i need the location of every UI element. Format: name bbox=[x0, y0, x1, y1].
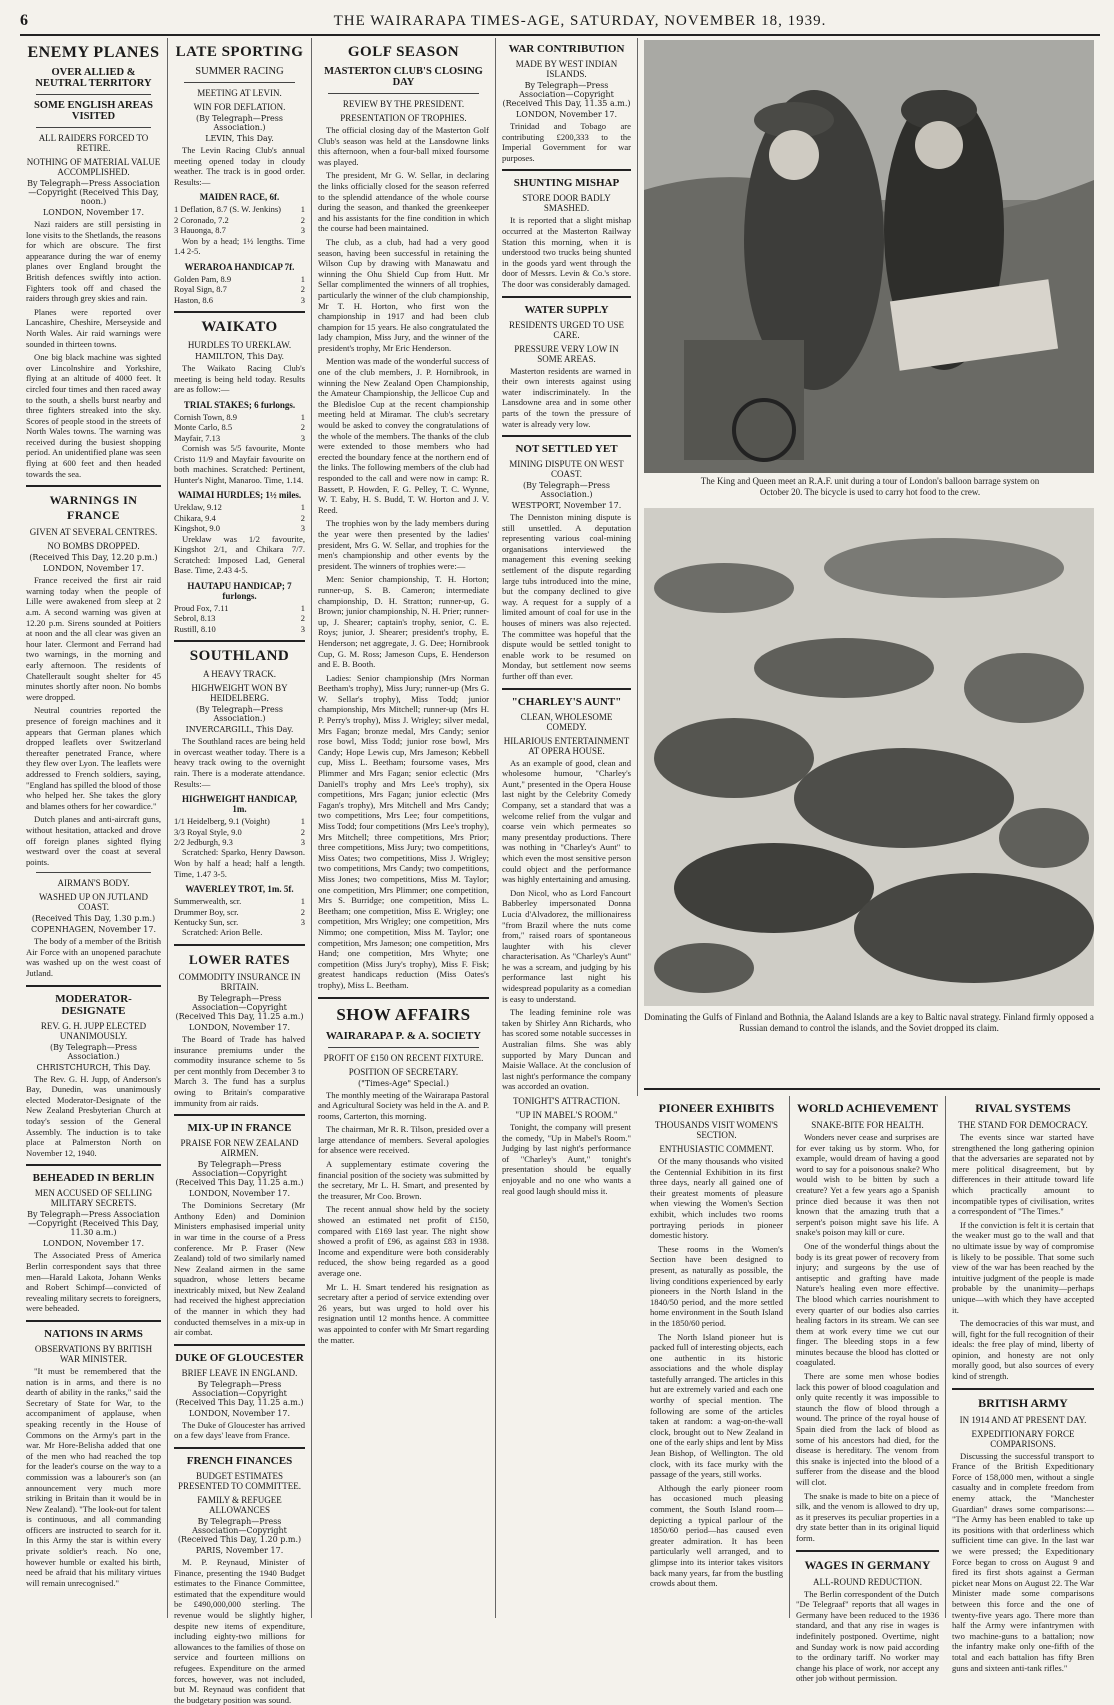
article-subhead: PRESENTATION OF TROPHIES. bbox=[340, 113, 467, 123]
dateline: LONDON, November 17. bbox=[42, 564, 145, 574]
article-headline: MIX-UP IN FRANCE bbox=[187, 1122, 292, 1135]
placing: 1 bbox=[300, 411, 305, 422]
article-body: It is reported that a slight mishap occurred at the Masterton Railway Station this morning, when it is understood two trucks being shunted in the goods yard went through the door of Messrs. Levin & Co.'s store. The door was considerably damaged. bbox=[502, 215, 631, 289]
race-result-row bbox=[174, 215, 305, 225]
article-body: Masterton residents are warned in their own interests against using water indiscriminately. In the Lansdowne area and in some other parts of the town the pressure of water is already very low. bbox=[502, 365, 631, 429]
article-body: The Waikato Racing Club's meeting is being held today. Results are as follow:— bbox=[174, 363, 305, 395]
horse-name: 3 Hauonga, 8.7 bbox=[174, 225, 226, 236]
article-body: The Duke of Gloucester has arrived on a few days' leave from France. bbox=[174, 1419, 305, 1441]
article-body: The monthly meeting of the Wairarapa Pastoral and Agricultural Society was held in the A. and P. rooms, Carterton, this morning. bbox=[318, 1089, 489, 1121]
race-result-row bbox=[174, 225, 305, 235]
newspaper-title: THE WAIRARAPA TIMES-AGE, SATURDAY, NOVEMBER 18, 1939. bbox=[333, 12, 827, 29]
article-body: The president, Mr G. W. Sellar, in declaring the links officially closed for the season referred to the splendid attendance of the whole course during the season, and thanked the greenkeeper and his assistants for the fine condition in which the course had been maintained. bbox=[318, 170, 489, 234]
article-subhead: MADE BY WEST INDIAN ISLANDS. bbox=[515, 59, 618, 79]
article-subhead: HURDLES TO UREKLAW. bbox=[187, 340, 292, 350]
article-body: A supplementary estimate covering the financial position of the society was submitted by the secretary, Mr L. H. Smart, and presented by the treasurer, Mr Coo. Brown. bbox=[318, 1159, 489, 1201]
article-headline: WAGES IN GERMANY bbox=[804, 1557, 931, 1572]
article-headline: "CHARLEY'S AUNT" bbox=[511, 695, 622, 708]
article-body: The Board of Trade has halved insurance premiums under the commodity insurance scheme to 5s per cent monthly from December 3 to March 3. The fund has a surplus owing to Britain's comparative immunity from air raids. bbox=[174, 1033, 305, 1108]
rival-systems-column bbox=[946, 1096, 1100, 1673]
credit-line: By Telegraph—Press Association—Copyright (Received This Day, noon.) bbox=[27, 179, 160, 206]
race-results bbox=[174, 204, 305, 235]
article-subhead: ALL RAIDERS FORCED TO RETIRE. bbox=[38, 133, 149, 153]
article-body: The North Island pioneer hut is packed full of interesting objects, each one authentic in its historic associations and the whole display tastefully arranged. The articles in this hut are extremely varied and each one worthy of special mention. The following are some of the articles taken at random: a wag-on-the-wall clock, brought out to New Zealand in one of the early ships and lent by Miss Jean Bishop, of Wellington. The old clock, with its face murky with the passage of the years, still works. bbox=[650, 1331, 783, 1480]
race-result-row bbox=[174, 907, 305, 917]
article-subhead: WAIRARAPA P. & A. SOCIETY bbox=[325, 1029, 482, 1042]
article-headline: SHUNTING MISHAP bbox=[513, 177, 620, 190]
article-subhead: WIN FOR DEFLATION. bbox=[193, 102, 286, 112]
article-headline: SHOW AFFAIRS bbox=[336, 1004, 471, 1024]
article-subhead: MEN ACCUSED OF SELLING MILITARY SECRETS. bbox=[34, 1188, 153, 1209]
article-body: If the conviction is felt it is certain that the weaker must go to the wall and that no ultimate issue by way of compromise is likely to be possible. That some such view of the war has been reached by the intuitive judgment of the people is made probable by the unanimity—perhaps unique—with which they have accepted it. bbox=[952, 1219, 1094, 1315]
race-result-row bbox=[174, 613, 305, 623]
credit-line: By Telegraph—Press Association—Copyright (Received This Day, 11.30 a.m.) bbox=[27, 1210, 160, 1238]
credit-line: (By Telegraph—Press Association.) bbox=[196, 114, 283, 132]
dateline: HAMILTON, This Day. bbox=[194, 352, 285, 361]
article-subhead: NOTHING OF MATERIAL VALUE ACCOMPLISHED. bbox=[26, 157, 161, 177]
credit-line: By Telegraph—Press Association—Copyright (Received This Day, 11.25 a.m.) bbox=[175, 993, 304, 1021]
placing: 3 bbox=[300, 836, 305, 847]
article-headline: LATE SPORTING bbox=[175, 44, 304, 60]
horse-name: 1 Deflation, 8.7 (S. W. Jenkins) bbox=[174, 204, 281, 215]
race-result-row bbox=[174, 513, 305, 523]
photo-caption: The King and Queen meet an R.A.F. unit during a tour of London's balloon barrage system on October 20. The bicycle is used to carry hot food to the crew. bbox=[700, 476, 1040, 497]
article-subhead: CLEAN, WHOLESOME COMEDY. bbox=[520, 711, 613, 732]
article-subhead: IN 1914 AND AT PRESENT DAY. bbox=[959, 1414, 1087, 1425]
article-body: Don Nicol, who as Lord Fancourt Babberley impersonated Donna Lucia d'Alvadorez, the millionairess "from Brazil where the nuts come from," raised roars of spontaneous laughter with his clever characterisation. As "Charley's Aunt" he was a scream, and judging by his performance last night his widespread popularity as a comedian is easy to understand. bbox=[502, 887, 631, 1004]
dateline: WESTPORT, November 17. bbox=[511, 501, 622, 511]
race-result-row bbox=[174, 274, 305, 284]
article-body: The chairman, Mr R. R. Tilson, presided over a large attendance of members. Several apologies for absence were received. bbox=[318, 1124, 489, 1156]
credit-line: By Telegraph—Press Association—Copyright (Received This Day, 11.35 a.m.) bbox=[502, 81, 631, 108]
article-headline: ENEMY PLANES bbox=[27, 44, 160, 61]
article-body: Men: Senior championship, T. H. Horton; runner-up, S. B. Cameron; intermediate championship, D. H. Stratton; runner-up, G. Brown; junior championship, N. H. Prier; runner-up, J. Shearer; captain's trophy, senior, C. E. Roys; junior, J. Shearer; president's trophy, E. Henderson; net aggregate, J. G. Dee; Hornibrook Cup, G. M. Ross; Jameson Cups, E. Henderson and E. B. Booth. bbox=[318, 574, 489, 670]
article-headline: NOT SETTLED YET bbox=[515, 443, 618, 456]
race-result-row bbox=[174, 896, 305, 906]
article-subhead: THOUSANDS VISIT WOMEN'S SECTION. bbox=[654, 1120, 779, 1140]
masthead bbox=[20, 8, 1100, 36]
article-subhead: WASHED UP ON JUTLAND COAST. bbox=[39, 892, 148, 913]
race-heading: WERAROA HANDICAP 7f. bbox=[184, 261, 295, 272]
article-headline: NATIONS IN ARMS bbox=[44, 1327, 143, 1340]
article-headline: DUKE OF GLOUCESTER bbox=[175, 1351, 304, 1364]
race-result-row bbox=[174, 502, 305, 512]
race-heading: HIGHWEIGHT HANDICAP, 1m. bbox=[181, 794, 298, 815]
article-body: M. P. Reynaud, Minister of Finance, presenting the 1940 Budget estimates to the Finance Committee, estimated that the expenditure would be £490,000,000 sterling. The revenue would be slightly higher, despite new items of expenditure, including eighty-two millions for allowances to the families of those on service and fourteen millions on refugees. Expenditure on the armed forces, however, was not included, but M. Reynaud was confident that the budgetary position was sound. bbox=[174, 1557, 305, 1705]
placing: 3 bbox=[300, 294, 305, 305]
race-note: Won by a head; 1½ lengths. Time 1.4 2-5. bbox=[174, 235, 305, 257]
article-subhead: SOME ENGLISH AREAS VISITED bbox=[33, 100, 154, 122]
race-result-row bbox=[174, 295, 305, 305]
article-subhead: A HEAVY TRACK. bbox=[202, 669, 277, 680]
article-body: Trinidad and Tobago are contributing £200,333 to the Imperial Government for war purposes. bbox=[502, 121, 631, 163]
article-body: The democracies of this war must, and will, fight for the full recognition of their ideals: the free play of mind, liberty of opinion, and honesty are not only morally good, but also sources of every kind of strength. bbox=[952, 1318, 1094, 1382]
horse-name: Monte Carlo, 8.5 bbox=[174, 422, 233, 433]
dateline: LONDON, November 17. bbox=[42, 208, 145, 217]
article-body: Wonders never cease and surprises are for ever taking us by storm. Who, for example, would dream of having a good word to say for a poisonous snake? Who would wish to be bitten by such a creature? Yet a few years ago a Spanish prince died because it was then not known that the amazing truth that a serpent's poison might save his life. A snake's poison may kill or cure. bbox=[796, 1132, 939, 1238]
article-headline: MODERATOR-DESIGNATE bbox=[55, 992, 132, 1017]
article-headline: WATER SUPPLY bbox=[524, 303, 609, 316]
dateline: CHRISTCHURCH, This Day. bbox=[36, 1062, 151, 1072]
article-body: Neutral countries reported the presence of foreign machines and it appears that German planes which dropped leaflets over Switzerland thereafter penetrated France, where they flew over Lyon. The leaflets were addressed to French soldiers, saying, "England has spilled the blood of those who helped her. She takes the glory and blames others for her cowardice." bbox=[26, 705, 161, 811]
race-heading: TRIAL STAKES; 6 furlongs. bbox=[183, 399, 296, 410]
article-subhead: OBSERVATIONS BY BRITISH WAR MINISTER. bbox=[34, 1343, 153, 1364]
article-body: The Rev. G. H. Jupp, of Anderson's Bay, Dunedin, was unanimously elected Moderator-Designate of the New Zealand Presbyterian Church at today's session of the General Assembly. The induction is to take place at Palmerston North on November 12, 1940. bbox=[26, 1073, 161, 1158]
dateline: LONDON, November 17. bbox=[42, 1239, 145, 1249]
article-body: Mention was made of the wonderful success of one of the club members, J. P. Hornibrook, in winning the New Zealand Open Championship, the Amateur Championship, the Jellicoe Cup and the Bledisloe Cup at the recent championship meeting held at Miramar. The club's secretary would be asked to convey the congratulations of the whole of the members. The thanks of the club were extended to those members who had erected the boundary fence at the northern end of the links. The following members of the club had responded to the call and were now in camp: R. Bassett, P. Howden, F. G. Pelley, T. C. Wynne, W. T. Eaby, H. S. Budd, T. W. Horton and J. V. Reed. bbox=[318, 356, 489, 515]
race-result-row bbox=[174, 204, 305, 214]
article-headline: WARNINGS IN FRANCE bbox=[49, 493, 138, 523]
article-body: "It must be remembered that the nation is in arms, and there is no dearth of ability in the ranks," said the Secretary of State for War, to the accompaniment of applause, when speaking recently in the House of Commons on the Army's part in the war. Mr Hore-Belisha added that one of the men who had reached the top for the leader's course on the way to a commission was a labourer's son (an announcement very much more striking in Britain than it would be in New Zealand). "The look-out for talent is continuous, and all commanding officers are instructed to search for it. In this Army the star is within every private soldier's reach. No one, however humble or exalted his birth, need be afraid that his military virtues will remain unrecognised." bbox=[26, 1365, 161, 1588]
article-subhead: MASTERTON CLUB'S CLOSING DAY bbox=[324, 66, 483, 88]
article-body: As an example of good, clean and wholesome humour, "Charley's Aunt," presented in the Opera House last night by the Celebrity Comedy Company, set a standard that was a welcome relief from the vulgar and coarse vein which permeates so many presentday productions. There was nothing in "Charley's Aunt" to which even the most sensitive person could object and the performance was highly entertaining and amusing. bbox=[502, 757, 631, 885]
article-headline: SOUTHLAND bbox=[189, 648, 290, 665]
race-result-row bbox=[174, 827, 305, 837]
horse-name: Summerwealth, scr. bbox=[174, 896, 242, 907]
placing: 1 bbox=[300, 602, 305, 613]
article-body: Mr L. H. Smart tendered his resignation as secretary after a period of service extending over 26 years, but was urged to hold over his resignation until 12 months hence. A committee was appointed to confer with Mr Smart regarding the matter. bbox=[318, 1281, 489, 1345]
article-headline: WORLD ACHIEVEMENT bbox=[796, 1101, 939, 1115]
dateline: LONDON, November 17. bbox=[188, 1189, 291, 1199]
article-body: The leading feminine role was taken by Shirley Ann Richards, who has scored some notable successes in Australian films. She was ably supported by Mary Duncan and Maisie Wallace. At the conclusion of last night's performance the company was accorded an ovation. bbox=[502, 1007, 631, 1092]
race-results bbox=[174, 412, 305, 443]
article-subhead: ALL-ROUND REDUCTION. bbox=[813, 1576, 922, 1587]
article-body: Discussing the successful transport to France of the British Expeditionary Force of 158,000 men, without a single casualty and in complete freedom from enemy attack, the "Manchester Guardian" draws some comparisons:— "The Army has been enabled to take up its positions with that orderliness which sufficient time can give. In the last war we were pressed; the Expeditionary Force began to cross on August 9 and fired its first shots against a German picket near Mons on August 22. The War Minister made some comparisons between this force and the one of twenty-five years ago. There more than half the Army were infantrymen with two machine-guns to a battalion; now the infantry make only one-fifth of the total and each battalion has fifty Bren guns and sixteen anti-tank rifles." bbox=[952, 1450, 1094, 1673]
credit-line: By Telegraph—Press Association—Copyright (Received This Day, 11.25 a.m.) bbox=[175, 1160, 304, 1188]
horse-name: Mayfair, 7.13 bbox=[174, 432, 221, 443]
article-subhead: FAMILY & REFUGEE ALLOWANCES bbox=[197, 1495, 282, 1516]
race-results bbox=[174, 274, 305, 305]
article-body: Although the early pioneer room has occasioned much pleasing comment, the South Island room—depicting a typical parlour of the 1850/60 period—has caused even greater admiration. It has been particularly well arranged, and to glimpse into its interior takes visitors back many years, far from the bustling crowds about them. bbox=[650, 1482, 783, 1589]
article-headline: RIVAL SYSTEMS bbox=[975, 1101, 1071, 1115]
horse-name: Chikara, 9.4 bbox=[174, 512, 216, 523]
race-note: Scratched: Sparko, Henry Dawson. Won by half a head; half a length. Time, 1.47 3-5. bbox=[174, 847, 305, 879]
article-body: The official closing day of the Masterton Golf Club's season was held at the Lansdowne links this afternoon, when a four-ball mixed foursome was played. bbox=[318, 125, 489, 167]
article-body: The Southland races are being held in overcast weather today. There is a heavy track owing to the overnight rain. There is a moderate attendance. Results:— bbox=[174, 736, 305, 789]
article-subhead: STORE DOOR BADLY SMASHED. bbox=[522, 193, 611, 214]
horse-name: Rustill, 8.10 bbox=[174, 623, 216, 634]
article-subhead: REVIEW BY THE PRESIDENT. bbox=[342, 99, 465, 109]
article-subhead: MEETING AT LEVIN. bbox=[197, 88, 282, 98]
placing: 2 bbox=[300, 826, 305, 837]
placing: 2 bbox=[300, 512, 305, 523]
dateline: COPENHAGEN, November 17. bbox=[30, 925, 157, 935]
dateline: LONDON, November 17. bbox=[188, 1408, 291, 1418]
placing: 3 bbox=[300, 523, 305, 534]
credit-line: By Telegraph—Press Association—Copyright (Received This Day, 1.20 p.m.) bbox=[177, 1517, 302, 1545]
placing: 3 bbox=[300, 225, 305, 236]
placing: 2 bbox=[300, 284, 305, 295]
article-body: The body of a member of the British Air Force with an unopened parachute was washed up on the west coast of Jutland. bbox=[26, 936, 161, 979]
royal-visit-photo-image bbox=[644, 40, 1094, 473]
article-subhead: REV. G. H. JUPP ELECTED UNANIMOUSLY. bbox=[40, 1020, 147, 1041]
article-subhead: PROFIT OF £150 ON RECENT FIXTURE. bbox=[323, 1052, 484, 1063]
race-result-row bbox=[174, 624, 305, 634]
race-note: Scratched: Arion Belle. bbox=[182, 927, 263, 938]
article-headline: WAIKATO bbox=[201, 319, 278, 335]
credit-line: (By Telegraph—Press Association.) bbox=[196, 705, 283, 724]
article-body: One big black machine was sighted over Lincolnshire and Yorkshire, flying at an altitude of 4000 feet. It circled four times and then raced away to the south, a shells burst nearby and three fighters streaked into the sky. Scores of people stood in the streets of North Wales towns. The warning was received during the busiest shopping period. An unidentified plane was seen flying at 600 feet and then headed towards the sea. bbox=[26, 352, 161, 479]
article-subhead: MINING DISPUTE ON WEST COAST. bbox=[509, 459, 624, 480]
article-body: Nazi raiders are still persisting in lone visits to the Shetlands, the reasons for which are obscure. The first appearance during the war of enemy planes over England brought the British defences swiftly into action. Fighters took off and chased the raiders through grey skies and rain. bbox=[26, 219, 161, 304]
article-body: There are some men whose bodies lack this power of blood coagulation and only quite recently it was impossible to staunch the flow of blood through a wound. The prince of the royal house of Spain died from the lack of blood as some of his ancestors had died, for the disease is hereditary. The venom from this snake is injected into the blood of a sufferer from the disease and the blood will clot. bbox=[796, 1371, 939, 1487]
horse-name: Cornish Town, 8.9 bbox=[174, 411, 238, 422]
article-subhead: "UP IN MABEL'S ROOM." bbox=[515, 1110, 618, 1120]
article-body: The Dominions Secretary (Mr Anthony Eden) and Dominion Ministers emphasised imperial unity in war time in the course of a Press conference. Mr P. Fraser (New Zealand) told of two similarly named New Zealand airmen in the same squadron, whose letters became inextricably mixed, but New Zealand had received the highest appreciation of the manner in which they had conducted themselves in a mix-up in air combat. bbox=[174, 1200, 305, 1338]
placing: 1 bbox=[300, 816, 305, 827]
article-body: The snake is made to bite on a piece of silk, and the venom is allowed to dry up, as it preserves its peculiar properties in a dry state better than in its original liquid form. bbox=[796, 1490, 939, 1543]
race-result-row bbox=[174, 523, 305, 533]
race-result-row bbox=[174, 422, 305, 432]
article-subhead: TONIGHT'S ATTRACTION. bbox=[513, 1096, 620, 1106]
dateline: PARIS, November 17. bbox=[195, 1546, 284, 1556]
article-headline: WAR CONTRIBUTION bbox=[508, 43, 625, 55]
article-headline: FRENCH FINANCES bbox=[186, 1455, 293, 1468]
placing: 2 bbox=[300, 214, 305, 225]
article-subhead: HILARIOUS ENTERTAINMENT AT OPERA HOUSE. bbox=[503, 735, 630, 756]
article-headline: BEHEADED IN BERLIN bbox=[32, 1172, 155, 1185]
article-body: The Berlin correspondent of the Dutch "De Telegraaf" reports that all wages in Germany have been reduced to the 1936 standard, and that any rise in wages is indefinitely postponed. Overtime, night and Sunday work is now paid according to the ordinary tariff. No worker may change his place of work, nor accept any other job without permission. bbox=[796, 1588, 939, 1684]
credit-line: ("Times-Age" Special.) bbox=[357, 1078, 450, 1088]
race-results bbox=[174, 896, 305, 927]
aaland-islands-photo-image bbox=[644, 508, 1094, 1006]
article-body: The events since war started have strengthened the long gathering opinion that the adversaries are separated not by mere political disagreement, but by differences in their attitude toward life which practically amount to incompatible types of civilisation, writes a correspondent of "The Times." bbox=[952, 1132, 1094, 1217]
race-results bbox=[174, 502, 305, 533]
photo-caption: Dominating the Gulfs of Finland and Bothnia, the Aaland Islands are a key to Baltic naval strategy. Finland firmly opposed a Russian demand to control the islands, and the Soviet dropped its claim. bbox=[644, 1012, 1094, 1033]
article-body: Ladies: Senior championship (Mrs Norman Beetham's trophy), Miss Jury; runner-up (Mrs G. W. Sellar's trophy), Miss Todd; junior championship, Mrs Mitchell; runner-up (Mrs H. P. Perry's trophy), Miss J. Wrigley; silver medal, Mrs Fagan; bronze medal, Mrs Candy; senior rose bowl, Miss Todd; junior rose bowl, Mrs Candy; Hope Lewis cup, Mrs Jameson; Kebbell cup, Miss L. Beetham; foursome vases, Mrs Plimmer and Mrs Fagan; senior eclectic (Mrs Daniell's trophy and Mrs Lee's trophy), six competitions, Mrs Fagan; junior eclectic (Mrs Fagan's trophy), Mrs Mitchell and Mrs Candy; two competitions, Mrs Lee; four competitions, Miss Todd; four competitions (Mrs Lee's trophy), Mrs Mitchell; three competitions, Mrs Prior; three competitions, Miss Jury; two competitions, Miss Oates; two competitions, Miss J. Wrigley; two competitions, Mrs Candy; two competitions, Miss Jones; two competitions, Miss M. Taylor; one competition, Mrs Plimmer; one competition, Mrs S. Burridge; one competition, Miss L. Beetham; one competition, Miss E. Wrigley; one competition, Mrs Wrigley; one competition, Mrs Nimmo; one competition, Miss M. Taylor; one competition, Mrs Jameson; one competition, Mrs Hand; one competition, Mrs Whyte; one competition (Miss Jury's trophy), Miss F. Fisk; greatest handicaps reduction (Miss Oates's trophy), Miss L. Beetham. bbox=[318, 672, 489, 990]
article-subhead: SUMMER RACING bbox=[195, 66, 284, 77]
article-subhead: PRAISE FOR NEW ZEALAND AIRMEN. bbox=[180, 1138, 299, 1159]
placing: 1 bbox=[300, 204, 305, 215]
race-note: Ureklaw was 1/2 favourite, Kingshot 2/1, and Chikara 7/7. Scratched: Imposed Lad, General Base. Time, 2.43 4-5. bbox=[174, 533, 305, 576]
article-headline: BRITISH ARMY bbox=[978, 1395, 1068, 1410]
page-number: 6 bbox=[20, 12, 29, 29]
race-results bbox=[174, 603, 305, 634]
article-body: The trophies won by the lady members during the year were then presented by the ladies' president, Mrs G. W. Sellar, and trophies for the men's championship and other events by the president. The winners of trophies were:— bbox=[318, 518, 489, 571]
aaland-islands-photo bbox=[644, 508, 1094, 1006]
article-subhead: ENTHUSIASTIC COMMENT. bbox=[659, 1144, 774, 1154]
placing: 3 bbox=[300, 623, 305, 634]
article-subhead: PRESSURE VERY LOW IN SOME AREAS. bbox=[514, 343, 619, 364]
race-heading: WAVERLEY TROT, 1m. 5f. bbox=[185, 884, 294, 895]
article-body: These rooms in the Women's Section have been designed to present, as naturally as possible, the living conditions experienced by early pioneers in the North Island in the 1840/50 period, and the more settled home environment in the South Island in the 1850/60 period. bbox=[650, 1243, 783, 1328]
article-body: The club, as a club, had had a very good season, having been successful in retaining the Wilson Cup by drawing with Manawatu and winning the Ohu Shield Cup from Hutt. Mr Sellar complimented the winners of all trophies, particularly the winner of the club championship, Mr T. H. Horton, who first won the championship in 1917 and had been club champion for 15 years. He also congratulated the lady champion, Miss Jury, and the winner of the president's trophy, Mr Eric Henderson. bbox=[318, 236, 489, 353]
placing: 1 bbox=[300, 502, 305, 513]
article-subhead: BRIEF LEAVE IN ENGLAND. bbox=[181, 1367, 298, 1378]
race-heading: WAIMAI HURDLES; 1½ miles. bbox=[177, 490, 302, 501]
pioneer-exhibits-column bbox=[644, 1096, 790, 1618]
race-heading: MAIDEN RACE, 6f. bbox=[199, 192, 280, 203]
placing: 2 bbox=[300, 613, 305, 624]
horse-name: Kentucky Sun, scr. bbox=[174, 916, 239, 927]
race-result-row bbox=[174, 603, 305, 613]
royal-visit-photo bbox=[644, 40, 1094, 473]
article-headline: PIONEER EXHIBITS bbox=[658, 1101, 775, 1115]
placing: 1 bbox=[300, 896, 305, 907]
article-subhead: HIGHWEIGHT WON BY HEIDELBERG. bbox=[191, 683, 288, 704]
race-result-row bbox=[174, 837, 305, 847]
credit-line: By Telegraph—Press Association—Copyright (Received This Day, 11.25 a.m.) bbox=[175, 1379, 304, 1407]
column-3 bbox=[312, 38, 496, 1618]
credit-line: (Received This Day, 12.20 p.m.) bbox=[29, 553, 158, 563]
article-subhead: SNAKE-BITE FOR HEALTH. bbox=[811, 1120, 924, 1130]
world-achievement-column bbox=[790, 1096, 946, 1684]
horse-name: 3/3 Royal Style, 9.0 bbox=[174, 826, 242, 837]
dateline: LEVIN, This Day. bbox=[205, 134, 274, 143]
horse-name: Golden Pam, 8.9 bbox=[174, 273, 232, 284]
horse-name: Ureklaw, 9.12 bbox=[174, 502, 222, 513]
article-body: France received the first air raid warning today when the people of Lille were awakened from sleep at 2 a.m. A second warning was given at 12.20 p.m. Sirens sounded at Poitiers at noon and the all clear was given an hour later. Clermont and Ferrand had two warnings, in the morning and early afternoon. The residents of Chatellerault sought shelter for 45 minutes shortly after noon. No bombs were dropped. bbox=[26, 575, 161, 702]
race-result-row bbox=[174, 917, 305, 927]
horse-name: Haston, 8.6 bbox=[174, 294, 213, 305]
article-subhead: COMMODITY INSURANCE IN BRITAIN. bbox=[178, 971, 301, 992]
article-body: The recent annual show held by the society showed an estimated net profit of £150, compared with £169 last year. The night show showed a profit of £96, as against £83 in 1938. Income and expenditure were both considerably reduced, the show being regarded as a good average one. bbox=[318, 1204, 489, 1278]
article-headline: AIRMAN'S BODY. bbox=[57, 878, 130, 889]
placing: 2 bbox=[300, 422, 305, 433]
article-body: Of the many thousands who visited the Centennial Exhibition in its first three days, nearly all gained one of their greatest moments of pleasure when viewing the Women's Section exhibit, which includes two rooms portraying periods in pioneer domestic history. bbox=[650, 1156, 783, 1241]
column-1 bbox=[20, 38, 168, 1618]
article-subhead: BUDGET ESTIMATES PRESENTED TO COMMITTEE. bbox=[178, 1471, 301, 1492]
article-subhead: GIVEN AT SEVERAL CENTRES. bbox=[29, 527, 158, 538]
article-headline: GOLF SEASON bbox=[347, 44, 460, 60]
article-body: One of the wonderful things about the body is its great power of recovery from injury; and surgeons by the use of antiseptic and grafting have made Nature's healing even more effective. The blood which carries nourishment to every quarter of our bodies also carries healing factors in its stream. We can see them at work every time we cut our finger. The bleeding stops in a few minutes because the blood has clotted or coagulated. bbox=[796, 1240, 939, 1368]
article-body: The Denniston mining dispute is still unsettled. A deputation representing various coal-mining organisations interviewed the management this evening seeking settlement of the dispute regarding large tubs introduced into the mine, but the company declined to give way. A request for a supply of a limited amount of coal for use in the houses of miners was also rejected. The committee was hopeful that the dispute would be settled tonight to enable work to be resumed on Monday, but settlement now seems further off than ever. bbox=[502, 512, 631, 681]
credit-line: (By Telegraph—Press Association.) bbox=[523, 481, 610, 500]
article-body: Tonight, the company will present the comedy, "Up in Mabel's Room." Judging by last night's performance of "Charley's Aunt," tonight's presentation should be equally enjoyable and no one who wants a real good laugh should miss it. bbox=[502, 1122, 631, 1196]
horse-name: Proud Fox, 7.11 bbox=[174, 602, 229, 613]
article-subhead: EXPEDITIONARY FORCE COMPARISONS. bbox=[971, 1428, 1075, 1449]
placing: 3 bbox=[300, 432, 305, 443]
article-subhead: POSITION OF SECRETARY. bbox=[348, 1066, 459, 1077]
placing: 2 bbox=[300, 906, 305, 917]
article-subhead: OVER ALLIED & NEUTRAL TERRITORY bbox=[35, 67, 152, 89]
placing: 1 bbox=[300, 273, 305, 284]
race-result-row bbox=[174, 284, 305, 294]
article-headline: LOWER RATES bbox=[189, 951, 290, 967]
article-body: The Associated Press of America Berlin correspondent says that three men—Harald Lakota, Johann Wenks and Robert Schimpf—convicted of revealing military secrets to foreigners, were beheaded. bbox=[26, 1250, 161, 1314]
dateline: LONDON, November 17. bbox=[188, 1022, 291, 1032]
horse-name: Kingshot, 9.0 bbox=[174, 523, 221, 534]
race-results bbox=[174, 816, 305, 847]
dateline: LONDON, November 17. bbox=[515, 110, 618, 119]
article-body: Dutch planes and anti-aircraft guns, without hesitation, attacked and drove off foreign planes sighted flying westward over the coast at several points. bbox=[26, 814, 161, 867]
race-result-row bbox=[174, 816, 305, 826]
article-subhead: RESIDENTS URGED TO USE CARE. bbox=[509, 319, 624, 340]
article-subhead: NO BOMBS DROPPED. bbox=[47, 541, 140, 552]
credit-line: (Received This Day, 1.30 p.m.) bbox=[31, 914, 156, 924]
race-note: Cornish was 5/5 favourite, Monte Cristo 11/9 and Mayfair favourite on both machines. Scratched: Pertinent, Hunter's Night, Manaroo. Time, 1.14. bbox=[174, 443, 305, 485]
column-2 bbox=[168, 38, 312, 1705]
horse-name: 1/1 Heidelberg, 9.1 (Voight) bbox=[174, 816, 270, 827]
article-body: Planes were reported over Lancashire, Cheshire, Merseyside and North Wales. Air raid warnings were sounded in thirteen towns. bbox=[26, 306, 161, 349]
horse-name: Drummer Boy, scr. bbox=[174, 906, 239, 917]
race-result-row bbox=[174, 433, 305, 443]
column-4 bbox=[496, 38, 638, 1196]
horse-name: Sebrol, 8.13 bbox=[174, 613, 216, 624]
placing: 3 bbox=[300, 916, 305, 927]
horse-name: Royal Sign, 8.7 bbox=[174, 284, 227, 295]
article-subhead: THE STAND FOR DEMOCRACY. bbox=[958, 1120, 1088, 1130]
horse-name: 2 Coronado, 7.2 bbox=[174, 214, 229, 225]
race-result-row bbox=[174, 412, 305, 422]
horse-name: 2/2 Jedburgh, 9.3 bbox=[174, 836, 233, 847]
credit-line: (By Telegraph—Press Association.) bbox=[50, 1042, 137, 1061]
dateline: INVERCARGILL, This Day. bbox=[185, 725, 294, 735]
race-heading: HAUTAPU HANDICAP; 7 furlongs. bbox=[187, 580, 292, 601]
article-body: The Levin Racing Club's annual meeting opened today in cloudy weather. The track is in good order. Results:— bbox=[174, 145, 305, 187]
